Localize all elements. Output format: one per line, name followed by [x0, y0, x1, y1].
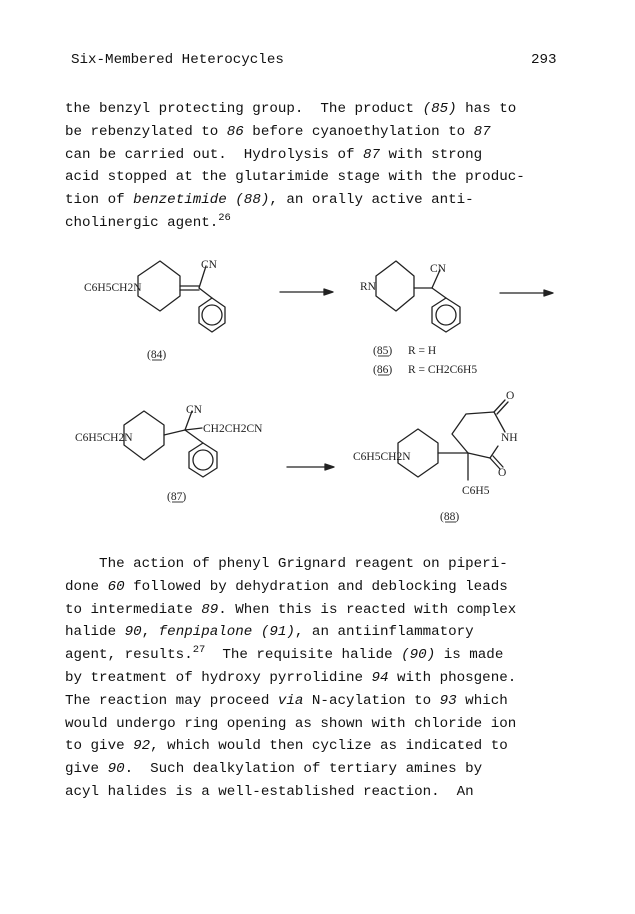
text-span: ,	[141, 624, 159, 641]
quaternary-bond	[164, 430, 185, 435]
text-span: with strong	[380, 146, 483, 163]
text-line	[65, 690, 585, 713]
text-span: has to	[456, 101, 517, 117]
drug-name: fenpipalone	[158, 624, 253, 641]
footnote-ref: 26	[218, 211, 231, 224]
paragraph-2	[65, 553, 585, 804]
glutarimide-ring	[468, 453, 490, 458]
text-line: The action of phenyl Grignard reagent on piperi-	[65, 556, 508, 572]
text-span: . Such dealkylation of tertiary amines by	[124, 761, 483, 778]
compound-ref: 89	[201, 601, 219, 618]
text-span: tion of	[65, 192, 134, 209]
aromatic-circle	[436, 305, 456, 325]
text-line	[65, 644, 585, 667]
phenyl-label: C6H5	[462, 485, 490, 497]
compound-ref: 93	[439, 692, 457, 709]
cyano-label: CN	[201, 259, 217, 271]
running-title: Six-Membered Heterocycles	[71, 52, 284, 68]
compound-88-label: (88)	[440, 511, 460, 523]
cyanoethyl-label: CH2CH2CN	[203, 423, 263, 435]
nh-label: NH	[501, 432, 518, 444]
compound-ref: (90)	[401, 647, 436, 664]
text-line: acid stopped at the glutarimide stage with the produc-	[65, 169, 525, 186]
text-span: , an antiinflammatory	[294, 624, 474, 641]
cyano-label: CN	[430, 263, 446, 275]
text-line	[65, 621, 585, 644]
text-span: before cyanoethylation to	[243, 123, 474, 140]
benzyl-label: C6H5CH2N	[84, 282, 142, 294]
structure-88	[398, 400, 508, 480]
text-span: The reaction may proceed	[65, 692, 278, 709]
structure-84	[138, 261, 225, 332]
text-span: halide	[65, 624, 125, 641]
carbonyl-bond	[493, 456, 503, 467]
aromatic-circle	[202, 305, 222, 325]
italic-term: via	[277, 692, 304, 709]
text-span: with phosgene.	[388, 669, 517, 686]
cyanoethyl-bond	[185, 428, 202, 430]
r-h-label: R = H	[408, 345, 437, 357]
compound-ref: 86	[226, 123, 244, 140]
phenyl-bond	[432, 288, 446, 298]
compound-87-label: (87)	[167, 491, 187, 503]
arrow-head	[324, 289, 333, 295]
text-span: , an orally active anti-	[269, 192, 474, 209]
text-span: which	[456, 692, 508, 709]
text-span	[252, 624, 261, 640]
text-span: can be carried out. Hydrolysis of	[65, 146, 363, 163]
text-line	[65, 758, 585, 781]
arrow-head	[544, 290, 553, 296]
drug-name: benzetimide	[133, 192, 227, 209]
text-span: done	[65, 578, 108, 595]
text-span: agent, results.	[65, 647, 193, 664]
text-line	[65, 599, 585, 622]
text-span: be rebenzylated to	[65, 123, 227, 140]
compound-ref: 87	[473, 123, 491, 140]
compound-ref: (91)	[260, 624, 295, 641]
text-span: N-acylation to	[303, 692, 440, 709]
text-line	[65, 735, 585, 758]
carbonyl-bond	[494, 400, 505, 412]
oxygen-label: O	[498, 467, 507, 479]
cyano-label: CN	[186, 404, 202, 416]
text-span: , which would then cyclize as indicated to	[150, 738, 508, 755]
carbonyl-bond	[497, 402, 508, 414]
benzyl-label: C6H5CH2N	[353, 451, 411, 463]
footnote-ref: 27	[192, 644, 206, 657]
text-span: the benzyl protecting group. The product	[65, 101, 423, 117]
compound-ref: (85)	[422, 101, 457, 117]
rn-label: RN	[360, 281, 376, 293]
compound-ref: 87	[363, 146, 381, 163]
compound-ref: 90	[107, 761, 125, 778]
text-line	[65, 667, 585, 690]
compound-ref: 92	[133, 738, 151, 755]
compound-86-label: (86)	[373, 364, 393, 376]
page-number: 293	[531, 52, 557, 68]
compound-84-label: (84)	[147, 349, 167, 361]
benzene-ring	[199, 298, 225, 332]
structure-87	[124, 411, 217, 477]
phenyl-bond	[185, 430, 203, 443]
aromatic-circle	[193, 450, 213, 470]
text-line	[65, 576, 585, 599]
text-line: would undergo ring opening as shown with chloride ion	[65, 715, 517, 732]
phenyl-bond	[199, 288, 212, 298]
compound-85-label: (85)	[373, 345, 393, 357]
text-span: cholinergic agent.	[65, 214, 219, 231]
text-span: to give	[65, 738, 134, 755]
piperidine-ring	[376, 261, 414, 311]
text-span: followed by dehydration and deblocking leads	[124, 578, 508, 595]
arrow-head	[325, 464, 334, 470]
text-span: give	[65, 761, 108, 778]
text-span: The requisite halide	[205, 647, 402, 664]
compound-ref: 94	[371, 669, 389, 686]
text-line: acyl halides is a well-established reaction. An	[65, 783, 474, 800]
structure-85-86	[376, 261, 460, 332]
compound-ref: 60	[107, 578, 125, 595]
piperidine-ring	[138, 261, 180, 311]
compound-ref: 90	[124, 624, 142, 641]
compound-ref: (88)	[235, 192, 270, 209]
benzyl-label: C6H5CH2N	[75, 432, 133, 444]
r-benzyl-label: R = CH2C6H5	[408, 364, 478, 376]
text-span: to intermediate	[65, 601, 202, 618]
text-span: . When this is reacted with complex	[218, 601, 517, 618]
text-span: is made	[435, 647, 504, 664]
oxygen-label: O	[506, 390, 515, 402]
text-span: by treatment of hydroxy pyrrolidine	[65, 669, 372, 686]
